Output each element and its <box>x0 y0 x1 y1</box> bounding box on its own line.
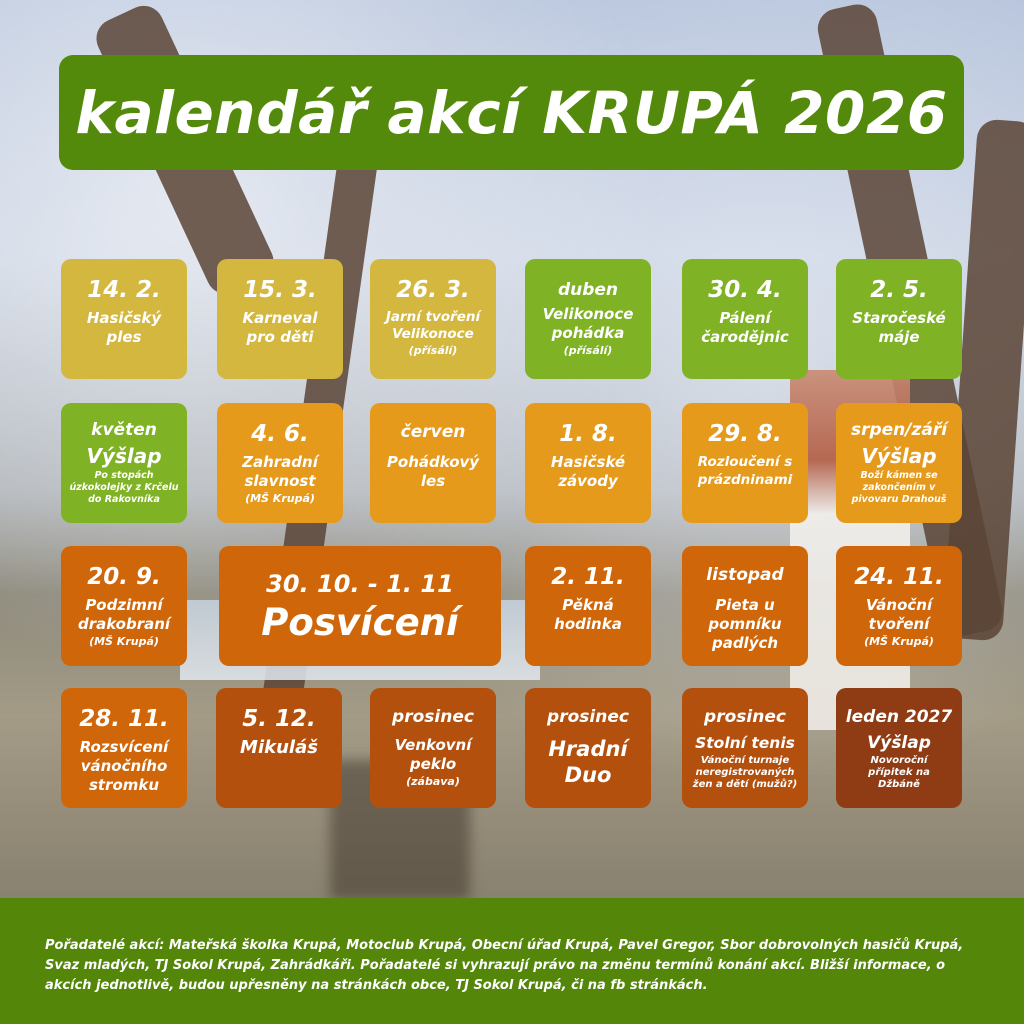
event-note: (MŠ Krupá) <box>864 635 934 648</box>
event-tile <box>370 688 496 808</box>
event-date: červen <box>400 422 466 442</box>
event-note: (přísálí) <box>563 344 613 357</box>
event-name: Zahradní slavnost <box>242 453 318 490</box>
event-name: Vánoční tvoření <box>865 596 933 633</box>
event-tile <box>836 546 962 666</box>
event-name: Podzimní drakobraní <box>77 596 171 633</box>
event-tile <box>525 259 651 379</box>
event-date: duben <box>557 280 619 300</box>
event-tile <box>836 688 962 808</box>
event-tile <box>216 688 342 808</box>
event-name: Výšlap <box>86 444 162 468</box>
event-tile <box>682 546 808 666</box>
event-name: Rozsvícení vánočního stromku <box>79 738 169 794</box>
event-date: 4. 6. <box>251 421 309 447</box>
event-date: listopad <box>706 565 784 585</box>
event-date: prosinec <box>392 707 474 727</box>
event-note: (zábava) <box>406 775 460 788</box>
event-name: Hasičský ples <box>86 309 162 346</box>
event-name: Pohádkový les <box>386 453 480 490</box>
event-name: Velikonoce pohádka <box>542 305 634 342</box>
event-date: 30. 4. <box>708 277 782 303</box>
event-name: Venkovní peklo <box>394 736 472 773</box>
event-date: 26. 3. <box>396 277 470 303</box>
event-note: Vánoční turnaje neregistrovaných žen a dětí (mužů?) <box>692 755 798 790</box>
event-name: Rozloučení s prázdninami <box>697 454 793 488</box>
event-tile <box>525 546 651 666</box>
event-name: Hasičské závody <box>550 453 626 490</box>
event-date: 2. 11. <box>551 564 625 590</box>
event-date: 15. 3. <box>243 277 317 303</box>
event-name: Stolní tenis <box>695 734 795 752</box>
event-note: Novoroční přípitek na Džbáně <box>868 755 930 790</box>
event-date: 14. 2. <box>87 277 161 303</box>
event-tile <box>61 546 187 666</box>
event-tile-featured <box>219 546 501 666</box>
event-name: Výšlap <box>861 444 937 468</box>
event-date: leden 2027 <box>845 707 953 727</box>
event-date: 28. 11. <box>79 706 169 732</box>
event-name: Posvícení <box>261 601 459 644</box>
event-name: Pálení čarodějnic <box>701 309 789 346</box>
event-date: 20. 9. <box>87 564 161 590</box>
event-tile <box>525 688 651 808</box>
event-name: Jarní tvoření Velikonoce <box>385 309 481 342</box>
event-tile <box>525 403 651 523</box>
event-tile <box>217 403 343 523</box>
page-title: kalendář akcí KRUPÁ 2026 <box>75 78 948 147</box>
event-name: Karneval pro děti <box>242 309 318 346</box>
event-name: Pěkná hodinka <box>554 596 622 633</box>
event-tile <box>61 403 187 523</box>
event-name: Pieta u pomníku padlých <box>708 596 782 652</box>
event-tile <box>836 403 962 523</box>
event-note: (MŠ Krupá) <box>89 635 159 648</box>
event-tile <box>370 259 496 379</box>
event-tile <box>370 403 496 523</box>
event-name: Hradní Duo <box>548 737 628 787</box>
event-tile <box>217 259 343 379</box>
event-date: 24. 11. <box>854 564 944 590</box>
event-tile <box>61 688 187 808</box>
event-tile <box>682 259 808 379</box>
event-note: (přísálí) <box>408 344 458 357</box>
event-date: prosinec <box>704 707 786 727</box>
event-date: srpen/září <box>850 420 948 440</box>
event-note: Po stopách úzkokolejky z Krčelu do Rakovníka <box>69 470 179 505</box>
event-date: 30. 10. - 1. 11 <box>266 570 454 598</box>
event-tile <box>682 688 808 808</box>
event-name: Mikuláš <box>240 737 318 758</box>
event-name: Staročeské máje <box>852 309 946 346</box>
event-tile <box>682 403 808 523</box>
event-tile <box>61 259 187 379</box>
event-date: květen <box>91 420 157 440</box>
event-note: Boží kámen se zakončením v pivovaru Drahouš <box>851 470 947 505</box>
event-date: 5. 12. <box>242 706 316 732</box>
event-date: prosinec <box>547 707 629 727</box>
event-date: 2. 5. <box>870 277 928 303</box>
organizers-text: Pořadatelé akcí: Mateřská školka Krupá, Motoclub Krupá, Obecní úřad Krupá, Pavel Gregor, Sbor dobrovolných hasičů Krupá, Svaz mladých, TJ Sokol Krupá, Zahrádkáři. Pořadatelé si vyhrazují právo na změnu termínů konání akcí. Bližší informace, o akcích jednotlivě, budou upřesněny na stránkách obce, TJ Sokol Krupá, či na fb stránkách. <box>45 938 964 993</box>
organizers-footer <box>0 898 1024 1024</box>
event-note: (MŠ Krupá) <box>245 492 315 505</box>
event-name: Výšlap <box>867 733 931 753</box>
event-date: 1. 8. <box>559 421 617 447</box>
event-tile <box>836 259 962 379</box>
event-date: 29. 8. <box>708 421 782 447</box>
